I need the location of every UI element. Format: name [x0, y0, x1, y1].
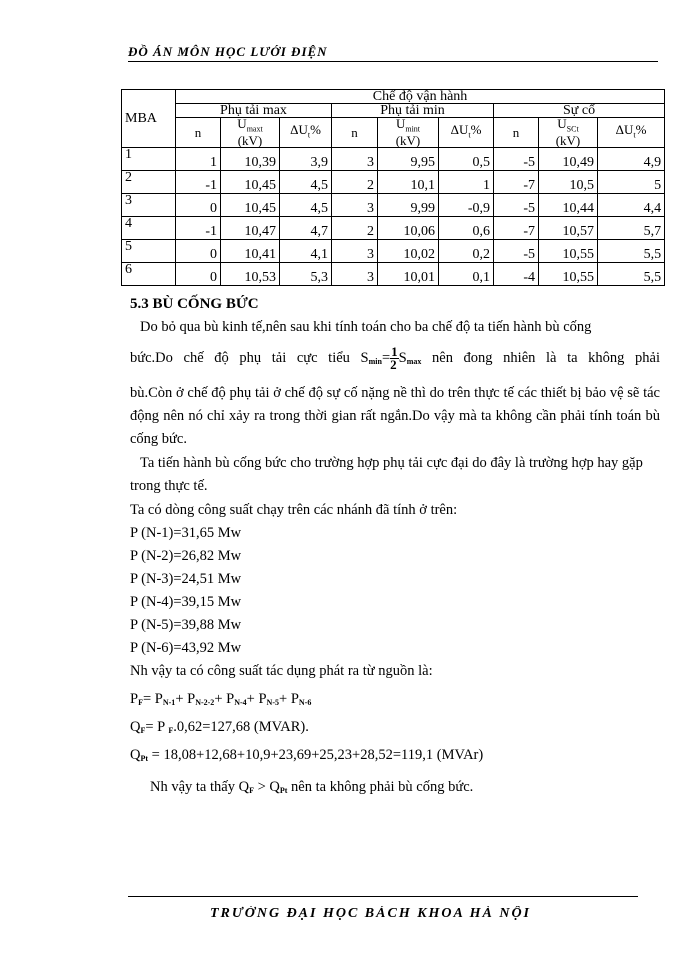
table-cell: 3 — [332, 148, 378, 171]
table-cell: 4,5 — [280, 171, 332, 194]
equation-qf: QF= P F.0,62=127,68 (MVAR). — [130, 719, 309, 735]
table-cell: -4 — [494, 263, 539, 286]
table-cell: 10,01 — [378, 263, 439, 286]
table-row — [122, 240, 665, 263]
table-row — [122, 194, 665, 217]
mba-id-cell: 4 — [122, 217, 176, 240]
table-cell: 0,6 — [439, 217, 494, 240]
table-cell: -5 — [494, 240, 539, 263]
footer-title: TRƯỜNG ĐẠI HỌC BÁCH KHOA HÀ NỘI — [210, 906, 532, 920]
table-cell: 9,95 — [378, 148, 439, 171]
power-list — [130, 522, 660, 660]
table-cell: 0 — [176, 240, 221, 263]
table-cell: 10,57 — [539, 217, 598, 240]
u-min-header: $U_{mint}$ (kV) — [378, 118, 439, 148]
power-line: P (N-3)=24,51 Mw — [130, 571, 242, 587]
table-cell: 10,41 — [221, 240, 280, 263]
table-row — [122, 171, 665, 194]
page-header — [128, 44, 658, 64]
table-cell: 3 — [332, 194, 378, 217]
operation-mode-table — [121, 89, 665, 286]
table-cell: 5,3 — [280, 263, 332, 286]
power-line: P (N-2)=26,82 Mw — [130, 548, 242, 564]
power-line: P (N-5)=39,88 Mw — [130, 617, 242, 633]
table-row — [122, 217, 665, 240]
table-cell: 10,39 — [221, 148, 280, 171]
table-row — [122, 148, 665, 171]
table-cell: -0,9 — [439, 194, 494, 217]
n-header: n — [494, 118, 539, 148]
footer-rule — [128, 896, 638, 897]
table-cell: -7 — [494, 217, 539, 240]
paragraph-3: bù.Còn ở chế độ phụ tải ở chế độ sự cố nặng nề thì do trên thực tế các thiết bị bảo vệ sẽ tác động nên nó chỉ xảy ra trong thời gian rất ngắn.Do vậy mà ta không cần phải tính toán bù cống bức. — [130, 385, 660, 447]
table-cell: -5 — [494, 148, 539, 171]
table-cell: 10,1 — [378, 171, 439, 194]
mode-group-header: Chế độ vận hành — [176, 90, 665, 104]
section-title: 5.3 BÙ CỐNG BỨC — [130, 296, 259, 312]
table-cell: 0,5 — [439, 148, 494, 171]
mba-header: MBA — [122, 90, 176, 148]
table-cell: 9,99 — [378, 194, 439, 217]
header-title: ĐỒ ÁN MÔN HỌC LƯỚI ĐIỆN — [128, 44, 328, 59]
equation-qpt: QPt = 18,08+12,68+10,9+23,69+25,23+28,52=119,1 (MVAr) — [130, 747, 484, 763]
n-header: n — [332, 118, 378, 148]
header-rule — [128, 61, 658, 62]
mba-id-cell: 3 — [122, 194, 176, 217]
paragraph-6: Nh vậy ta có công suất tác dụng phát ra từ nguồn là: — [130, 663, 433, 679]
paragraph-5: Ta có dòng công suất chạy trên các nhánh đã tính ở trên: — [130, 502, 458, 518]
table-cell: 1 — [439, 171, 494, 194]
paragraph-2: bức.Do chế độ phụ tải cực tiểu Smin= $\frac{1}{2}$ Smax nên đong nhiên là ta không phải — [130, 344, 660, 372]
table-cell: 4,4 — [598, 194, 665, 217]
table-cell: 0,1 — [439, 263, 494, 286]
group-fault-header: Sự cố — [494, 104, 665, 118]
table-cell: 0,2 — [439, 240, 494, 263]
equation-pf: PF= PN-1+ PN-2-2+ PN-4+ PN-5+ PN-6 — [130, 691, 312, 707]
table-body — [122, 148, 665, 286]
group-max-header: Phụ tải max — [176, 104, 332, 118]
u-fault-header: $U_{SCt}$ (kV) — [539, 118, 598, 148]
table-cell: 10,44 — [539, 194, 598, 217]
table-cell: -7 — [494, 171, 539, 194]
du-fault-header: $\Delta U_t\%$ — [598, 118, 665, 148]
table-cell: 0 — [176, 263, 221, 286]
table-cell: 1 — [176, 148, 221, 171]
n-header: n — [176, 118, 221, 148]
table-cell: 3,9 — [280, 148, 332, 171]
table-cell: 3 — [332, 240, 378, 263]
mba-id-cell: 2 — [122, 171, 176, 194]
mba-id-cell: 6 — [122, 263, 176, 286]
table-row — [122, 263, 665, 286]
paragraph-final: Nh vậy ta thấy QF > QPt nên ta không phải bù cống bức. — [150, 779, 474, 795]
power-line: P (N-4)=39,15 Mw — [130, 594, 242, 610]
table-cell: 4,7 — [280, 217, 332, 240]
table-cell: 10,49 — [539, 148, 598, 171]
fraction-one-half: $\frac{1}{2}$ — [390, 344, 398, 372]
table-cell: 2 — [332, 217, 378, 240]
table-cell: 10,47 — [221, 217, 280, 240]
paragraph-4: Ta tiến hành bù cống bức cho trường hợp phụ tải cực đại do đây là trường hợp hay gặp trong thực tế. — [130, 455, 643, 494]
table-cell: -1 — [176, 171, 221, 194]
power-line: P (N-6)=43,92 Mw — [130, 640, 242, 656]
paragraph-1: Do bỏ qua bù kinh tế,nên sau khi tính toán cho ba chế độ ta tiến hành bù cống — [140, 319, 592, 335]
table-cell: -5 — [494, 194, 539, 217]
table-cell: 10,06 — [378, 217, 439, 240]
table-cell: 5,5 — [598, 240, 665, 263]
table-cell: 5 — [598, 171, 665, 194]
table-cell: -1 — [176, 217, 221, 240]
table-cell: 10,5 — [539, 171, 598, 194]
table-cell: 5,5 — [598, 263, 665, 286]
table-cell: 10,53 — [221, 263, 280, 286]
table-cell: 10,55 — [539, 240, 598, 263]
table-cell: 10,45 — [221, 171, 280, 194]
mba-id-cell: 1 — [122, 148, 176, 171]
power-line: P (N-1)=31,65 Mw — [130, 525, 242, 541]
table-cell: 2 — [332, 171, 378, 194]
du-min-header: $\Delta U_t\%$ — [439, 118, 494, 148]
table-cell: 4,9 — [598, 148, 665, 171]
table-cell: 10,02 — [378, 240, 439, 263]
table-cell: 5,7 — [598, 217, 665, 240]
table-cell: 0 — [176, 194, 221, 217]
table-cell: 10,45 — [221, 194, 280, 217]
table-cell: 4,1 — [280, 240, 332, 263]
group-min-header: Phụ tải min — [332, 104, 494, 118]
du-max-header: $\Delta U_t\%$ — [280, 118, 332, 148]
mba-id-cell: 5 — [122, 240, 176, 263]
table-cell: 10,55 — [539, 263, 598, 286]
u-max-header: $U_{maxt}$ (kV) — [221, 118, 280, 148]
table-cell: 4,5 — [280, 194, 332, 217]
table-cell: 3 — [332, 263, 378, 286]
